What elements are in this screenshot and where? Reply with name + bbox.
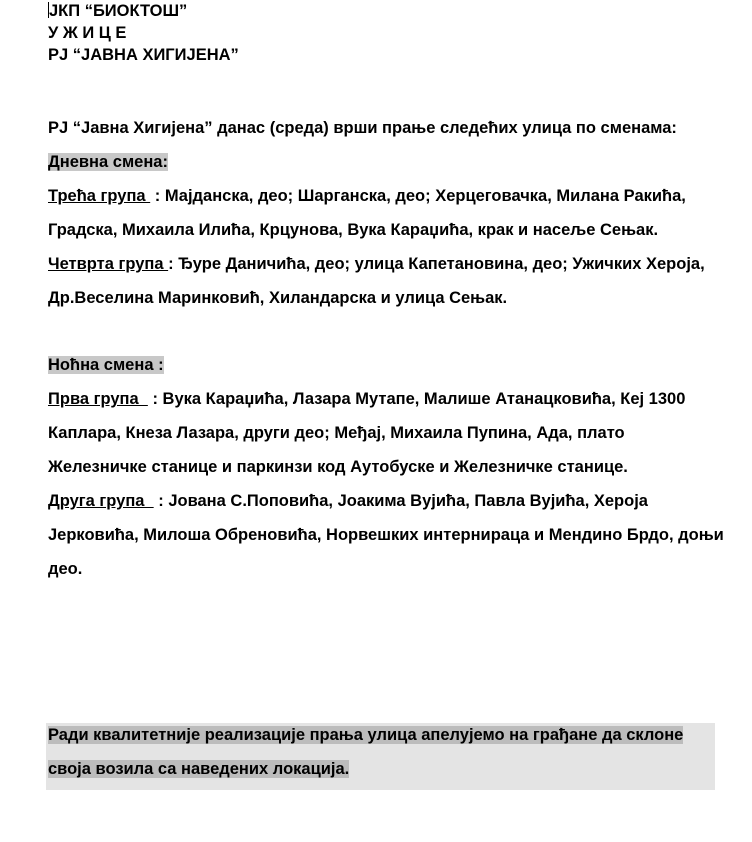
day-group-4-paragraph xyxy=(48,247,728,315)
appeal-text: Ради квалитетније реализације прања улица апелујемо на грађане да склоне своја возила са наведених локација. xyxy=(48,726,684,778)
document-body xyxy=(48,0,728,586)
intro-paragraph: РЈ “Јавна Хигијена” данас (среда) врши прање следећих улица по сменама: xyxy=(48,119,677,137)
spacer xyxy=(48,315,728,348)
day-shift-heading xyxy=(48,145,728,179)
night-shift-title: Ноћна смена : xyxy=(48,356,164,374)
day-group-4-label: Четврта група xyxy=(48,255,169,273)
night-group-1-paragraph xyxy=(48,382,728,484)
day-group-3-paragraph xyxy=(48,179,728,247)
day-group-3-streets: : Мајданска, део; Шарганска, део; Херцеговачка, Милана Ракића, Градска, Михаила Илића, Крцунова, Вука Караџића, крак и насеље Сењак. xyxy=(48,187,686,239)
day-group-3-label: Трећа група xyxy=(48,187,151,205)
company-name-line xyxy=(48,0,728,22)
night-group-2-streets: : Јована С.Поповића, Јоакима Вујића, Павла Вујића, Хероја Јерковића, Милоша Обреновића, Норвешких интернираца и Мендино Брдо, доњи део. xyxy=(48,492,724,578)
spacer xyxy=(48,66,728,111)
day-shift-title: Дневна смена: xyxy=(48,153,168,171)
night-group-2-paragraph xyxy=(48,484,728,586)
night-group-1-label: Прва група xyxy=(48,390,148,408)
night-group-1-streets: : Вука Караџића, Лазара Мутапе, Малише Атанацковића, Кеј 1300 Каплара, Кнеза Лазара, други део; Међај, Михаила Пупина, Ада, плато Железничке станице и паркинзи код Аутобуске и Железничке станице. xyxy=(48,390,686,476)
unit-name: РЈ “ЈАВНА ХИГИЈЕНА” xyxy=(48,46,239,64)
night-group-2-label: Друга група xyxy=(48,492,154,510)
city-name: У Ж И Ц Е xyxy=(48,24,127,42)
night-shift-heading xyxy=(48,348,728,382)
company-name: ЈКП “БИОКТОШ” xyxy=(49,2,188,20)
appeal-paragraph xyxy=(48,718,713,786)
day-group-4-streets: : Ђуре Даничића, део; улица Капетановина, део; Ужичких Хероја, Др.Веселина Маринковић, Хиландарска и улица Сењак. xyxy=(48,255,705,307)
